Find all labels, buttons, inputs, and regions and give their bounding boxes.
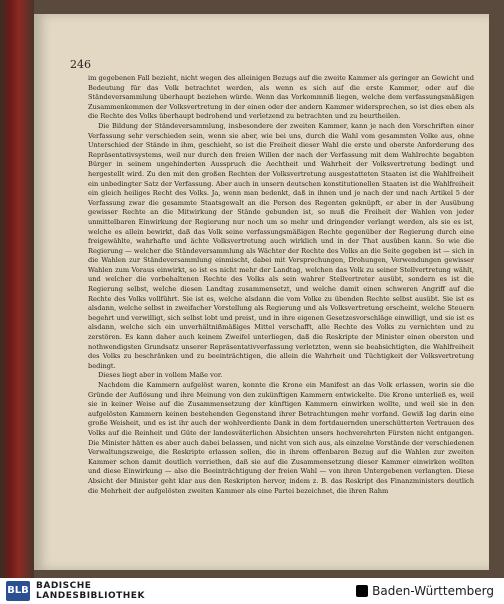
lion-icon <box>356 585 368 597</box>
state-name: Baden-Württemberg <box>372 584 494 598</box>
footer-bar <box>0 578 504 604</box>
library-name-line2: LANDESBIBLIOTHEK <box>36 591 145 601</box>
library-name-line1: BADISCHE <box>36 581 92 591</box>
page-number: 246 <box>70 58 91 71</box>
state-logo[interactable] <box>356 584 494 598</box>
library-name[interactable] <box>36 581 145 601</box>
paragraph: Dieses liegt aber in vollem Maße vor. <box>98 371 223 380</box>
paragraph: Die Bildung der Ständeversammlung, insbesondere der zweiten Kammer, kann je nach den Vorschriften einer Verfassung sehr verschieden sein, wenn sie aber, wie bei uns, durch die Wahl vom gesammten Volke aus, ohne Unterschied der Stände in ihm, geschieht, so ist die Freiheit dieser Wahl die erste und oberste Anforderung des Repräsentativsystems, weil nur durch den freien Willen der nach der Verfassung mit dem Wahlrechte begabten Bürger in seinem ungehinderten Ausspruch die Aechtheit und Wahrheit der Volksvertretung bedingt und hergestellt wird. Zu den mit den großen Rechten der Volksvertretung ausgestatteten Staaten ist die Wahlfreiheit ein unbedingter Satz der Verfassung. Aber auch in unsern deutschen konstitutionellen Staaten ist die Wahlfreiheit ein gleich heiliges Recht des Volks. Ja, wenn man bedenkt, daß in ihnen und je nach der und nach Artikel 5 der Verfassung zwar die gesammte Staatsgewalt an die Person des Regenten geknüpft, er aber in der Ausübung gewisser Rechte an die Mitwirkung der Stände gebunden ist, so muß die Freiheit der Wahlen von jeder unmittelbaren Einwirkung der Regierung nur noch um so mehr und dringender verlangt werden, als sie es ist, welche es allein bewirkt, daß das Volk seine verfassungsmäßigen Rechte gegenüber der Regierung durch eine freigewählte, wahrhafte und ächte Volksvertretung auch wirklich und in der That ausüben kann. So wie die Regierung — welcher die Ständeversammlung als Wächter der Rechte des Volks an die Seite gegeben ist — sich in die Wahlen zur Ständeversammlung einmischt, dabei mit Versprechungen, Drohungen, Verwendungen gewisser Wahlen zum Voraus einwirkt, so ist es nicht mehr der Landtag, welchen das Volk zu seiner Stellvertretung wählt, und welcher die vorbehaltenen Rechte des Volks als sein wahrer Stellvertreter ausübt, sondern es ist die Regierung selbst, welche diesen Landtag zusammensetzt, und welche damit einen schweren Angriff auf die Rechte des Volks vollführt. Sie ist es, welche alsdann die vom Volke zu übenden Rechte selbst ausübt. Sie ist es alsdann, welche selbst in zweifacher Vorstellung als Regierung und als Volksvertretung erscheint, welche Steuern begehrt und verwilligt, sich selbst lobt und preist, und in ihre eigenen Gesetzesvorschläge einwilligt, und sie ist es alsdann, welche sich ein unverhältnißmäßiges Mittel verschafft, alle Rechte des Volks zu vernichten und zu zerstören. Es kann daher auch keinem Zweifel unterliegen, daß die Reskripte der Minister einen obersten und nothwendigsten Grundsatz unserer Repräsentativverfassung verletzten, wenn sie beabsichtigten, die Wahlfreiheit des Volks zu beschränken und zu beeinträchtigen, die allein die Wahrheit und Tüchtigkeit der Volksvertretung bedingt. <box>88 121 474 370</box>
blb-logo-icon: BLB <box>6 581 30 601</box>
book-spine <box>0 0 34 578</box>
paragraph: im gegebenen Fall bezieht, nicht wegen des alleinigen Bezugs auf die zweite Kammer als geringer an Gewicht und Bedeutung für das Volk betrachtet werden, als wenn es sich auf die erste Kammer, oder auf die Ständeversammlung überhaupt beziehen würde. Wenn das Vorkommniß liegen, welche dem verfassungsmäßigen Zusammenkommen der Volksvertretung in der einen oder der andern Kammer widersprechen, so ist dies eben als die Rechte des Volks überhaupt bedrohend und verletzend zu betrachten und zu beurtheilen. <box>88 74 474 121</box>
page-text <box>88 74 474 496</box>
paragraph: Nachdem die Kammern aufgelöst waren, konnte die Krone ein Manifest an das Volk erlassen, worin sie die Gründe der Auflösung und ihre Meinung von den zukünftigen Kammern entwickelte. Die Krone unterließ es, weil sie in keiner Weise auf die Zusammensetzung der künftigen Kammern einwirken wollte, und weil sie in den aufgelösten Kammern keinen bestehenden Gegenstand ihrer Betrachtungen mehr vorfand. Gewiß lag darin eine große Weisheit, und es ist ihr auch der wohlverdiente Dank in dem fortdauernden unerschütterten Vertrauen des Volks auf die Reinheit und Güte der landesväterlichen Absichten unsers hochverehrten Fürsten nicht entgangen. Die Minister hätten es aber auch dabei belassen, und nicht von sich aus, als einzelne Vorstände der verschiedenen Verwaltungszweige, die Reskripte erlassen sollen, die in ihrem offenbaren Bezug auf die Wahlen zur zweiten Kammer schon damit deutlich verriethen, daß sie auf die Zusammensetzung dieser Kammer einwirken wollten und diese Einwirkung — also die Beeinträchtigung der freien Wahl — von ihren Untergebenen verlangten. Diese Absicht der Minister geht klar aus den Reskripten hervor, indem z. B. das Reskript des Finanzministers deutlich die Mehrheit der aufgelösten zweiten Kammer als eine Partei bezeichnet, die ihren Rahm <box>88 381 474 495</box>
